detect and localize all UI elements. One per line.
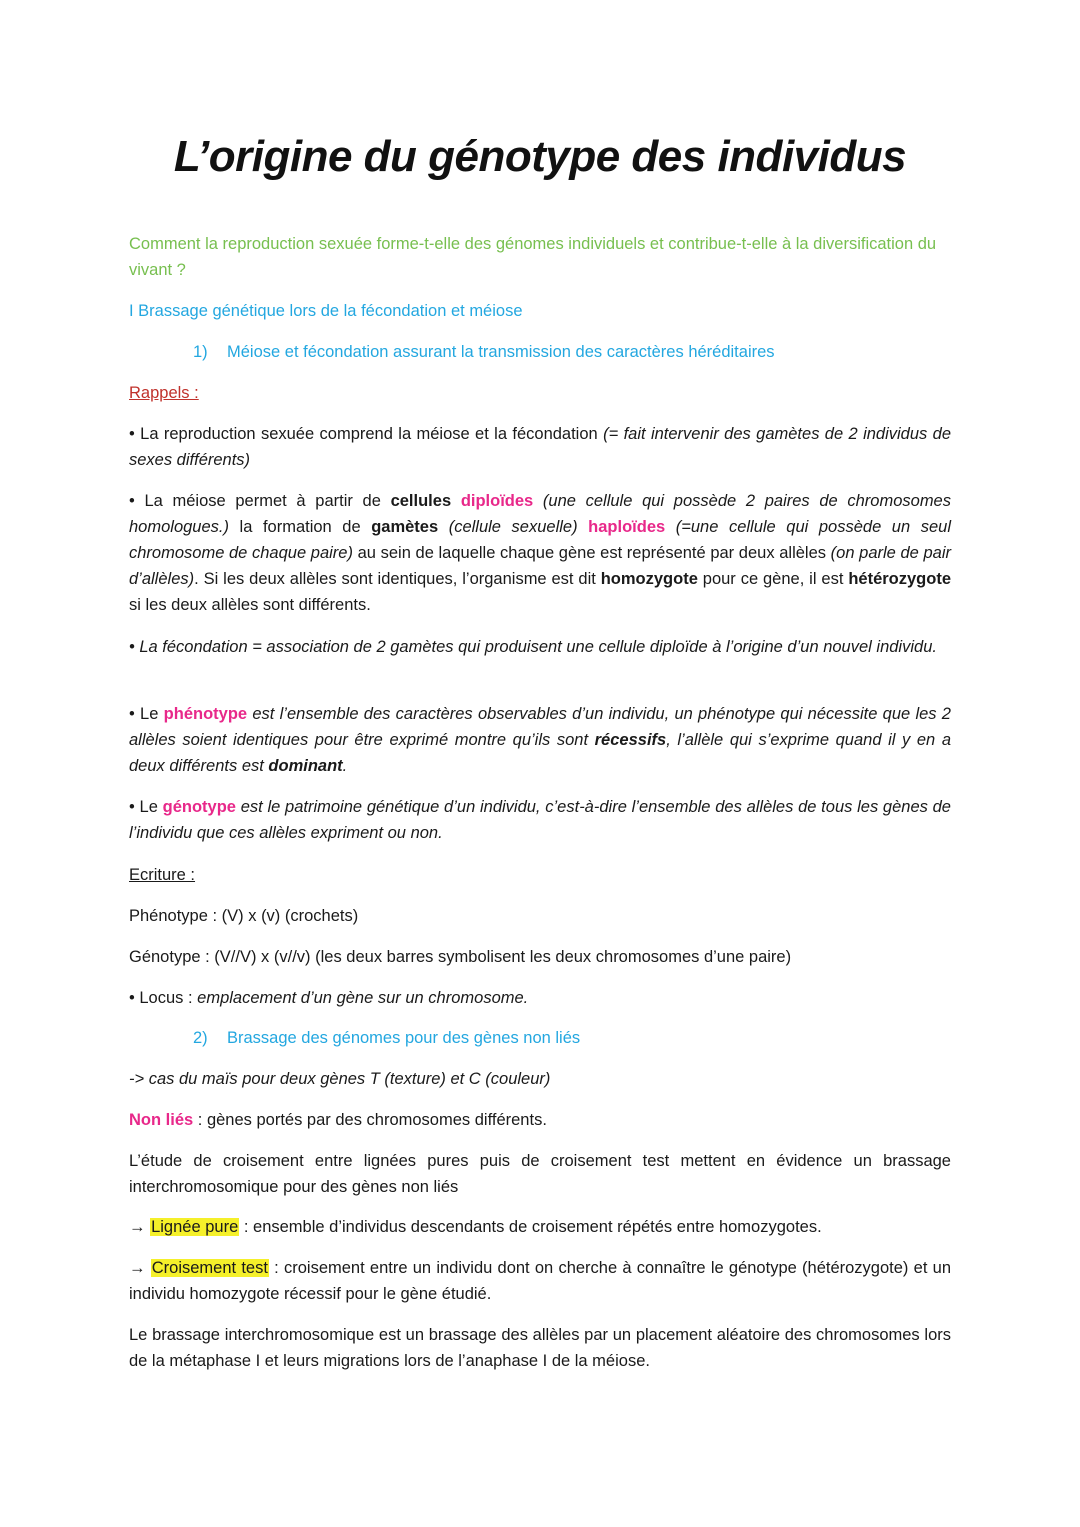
term-dominant: dominant [268,757,343,775]
ecriture-label: Ecriture : [129,866,196,884]
term-lignee-pure: Lignée pure [151,1218,239,1236]
text-span: • La reproduction sexuée comprend la méiose et la fécondation [129,425,604,443]
page-title: L’origine du génotype des individus [173,132,907,181]
subsection-number: 2) [193,1029,208,1047]
term-cellules: cellules [390,492,452,510]
text-span: • La méiose permet à partir de [129,492,391,510]
non-lies-definition [129,1107,951,1133]
paragraph-phenotype [129,701,951,779]
text-span: : gènes portés par des chromosomes différents. [193,1111,547,1129]
croisement-test-definition [129,1255,951,1307]
term-gametes: gamètes [371,518,439,536]
section-heading-1: I Brassage génétique lors de la fécondation et méiose [129,302,523,320]
text-span: au sein de laquelle chaque gène est représenté par deux allèles [352,544,831,562]
text-span: (=une cellule qui possède un seul chromosome de chaque paire) [129,518,951,562]
paragraph-brassage-interchromosomique: Le brassage interchromosomique est un brassage des allèles par un placement aléatoire des chromosomes lors de la métaphase I et leurs migrations lors de l’anaphase I de la méiose. [129,1326,951,1370]
subsection-text: Brassage des génomes pour des gènes non liés [227,1029,581,1047]
text-span: . [342,757,348,775]
term-genotype: génotype [162,798,236,816]
text-span: emplacement d’un gène sur un chromosome. [197,989,529,1007]
genotype-notation: Génotype : (V//V) x (v//v) (les deux barres symbolisent les deux chromosomes d’une paire) [129,948,792,966]
text-span [578,518,589,536]
subsection-heading-1 [193,339,953,365]
text-span: si les deux allèles sont différents. [129,596,371,614]
term-haploides: haploïdes [588,518,666,536]
arrow-icon: → [129,1259,151,1277]
text-span: est l’ensemble des caractères observables d’un individu, un phénotype qui nécessite que les 2 allèles soient identiques pour être exprimé montre qu’ils sont [129,705,951,749]
term-phenotype: phénotype [163,705,248,723]
term-recessifs: récessifs [594,731,667,749]
lignee-pure-definition [129,1214,951,1240]
text-span: . Si les deux allèles sont identiques, l’organisme est dit [194,570,601,588]
subsection-text: Méiose et fécondation assurant la transmission des caractères héréditaires [227,343,775,361]
subsection-heading-2 [193,1025,953,1051]
text-span [451,492,461,510]
term-croisement-test: Croisement test [151,1259,268,1277]
guiding-question: Comment la reproduction sexuée forme-t-elle des génomes individuels et contribue-t-elle à la diversification du vivant ? [129,235,937,279]
text-span: (cellule sexuelle) [438,518,578,536]
paragraph-meiose [129,488,951,618]
paragraph-genotype [129,794,951,846]
text-span: : croisement entre un individu dont on cherche à connaître le génotype (hétérozygote) et un individu homozygote récessif pour le gène étudié. [129,1259,951,1303]
text-span: la formation de [228,518,372,536]
arrow-icon: → [129,1218,151,1236]
text-span: • Locus : [129,989,198,1007]
text-span: est le patrimoine génétique d’un individu, c’est-à-dire l’ensemble des allèles de tous les gènes de l’individu que ces allèles expriment ou non. [129,798,951,842]
paragraph-croisement-study: L’étude de croisement entre lignées pures puis de croisement test mettent en évidence un brassage interchromosomique pour des gènes non liés [129,1152,951,1196]
paragraph-reproduction [129,421,951,473]
term-heterozygote: hétérozygote [848,570,951,588]
text-span: (= fait intervenir des gamètes de 2 individus de sexes différents) [129,425,951,469]
text-span: (on parle de pair d’allèles) [129,544,951,588]
paragraph-fecondation: • La fécondation = association de 2 gamètes qui produisent une cellule diploïde à l’origine d’un nouvel individu. [129,638,937,656]
text-span: : ensemble d’individus descendants de croisement répétés entre homozygotes. [239,1218,822,1236]
text-span: • Le [129,798,163,816]
mais-example: -> cas du maïs pour deux gènes T (texture) et C (couleur) [129,1070,551,1088]
text-span: • Le [129,705,164,723]
term-homozygote: homozygote [600,570,698,588]
text-span: , l’allèle qui s’exprime quand il y en a deux différents est [129,731,951,775]
rappels-label: Rappels : [129,384,199,402]
phenotype-notation: Phénotype : (V) x (v) (crochets) [129,907,359,925]
term-diploides: diploïdes [460,492,534,510]
subsection-number: 1) [193,343,208,361]
text-span: (une cellule qui possède 2 paires de chromosomes homologues.) [129,492,951,536]
text-span: pour ce gène, il est [697,570,849,588]
term-non-lies: Non liés [129,1111,194,1129]
locus-definition [129,985,951,1011]
